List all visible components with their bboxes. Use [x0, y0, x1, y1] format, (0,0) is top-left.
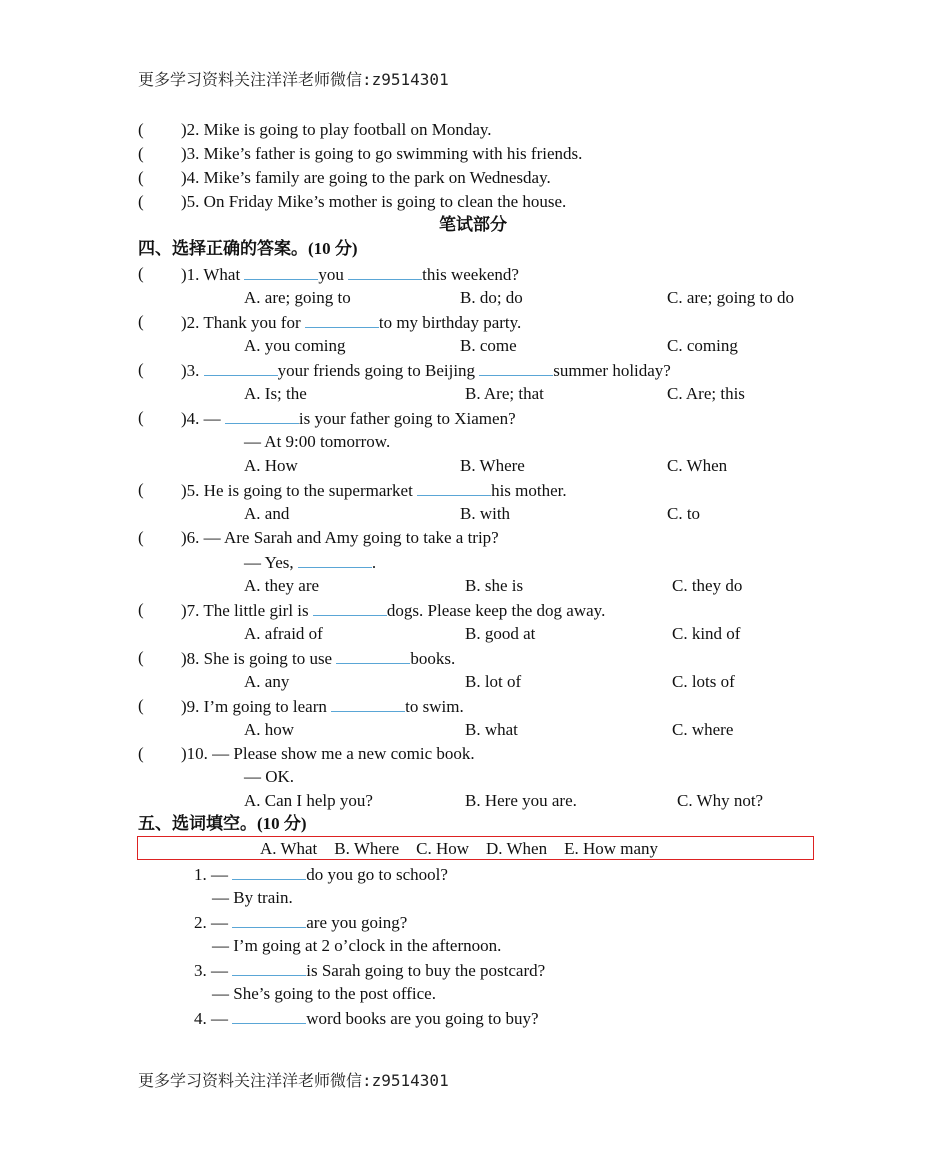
answer-blank[interactable] [305, 310, 379, 328]
paren: ( [138, 312, 144, 331]
listening-item [0, 166, 950, 190]
answer-blank[interactable] [232, 910, 306, 928]
question-text: you [318, 265, 349, 284]
question-row [0, 358, 950, 382]
fill-item [0, 910, 950, 934]
paren: ( [138, 408, 144, 427]
item-text: do you go to school? [306, 865, 448, 884]
answer-blank[interactable] [298, 550, 372, 568]
punctuation: . [371, 553, 377, 572]
option-c: C. are; going to do [667, 288, 795, 307]
answer-blank[interactable] [225, 406, 299, 424]
question-text: books. [410, 649, 456, 668]
answer-blank[interactable] [479, 358, 553, 376]
item-number: )5. [181, 192, 204, 211]
options-row [0, 574, 950, 598]
paren: ( [138, 744, 144, 763]
question-text: )9. I’m going to learn [181, 697, 332, 716]
option-c: C. Why not? [677, 791, 764, 810]
item-number: 1. — [194, 865, 233, 884]
question-row [0, 262, 950, 286]
answer-blank[interactable] [232, 862, 306, 880]
fill-item [0, 958, 950, 982]
option-a: A. Is; the [244, 384, 307, 403]
question-text: summer holiday? [553, 361, 671, 380]
question-row [0, 694, 950, 718]
question-text: )6. — Are Sarah and Amy going to take a trip? [181, 528, 499, 547]
question-row [0, 406, 950, 430]
question-text: )2. Thank you for [181, 313, 305, 332]
answer-blank[interactable] [348, 262, 422, 280]
option-c: C. where [672, 720, 734, 739]
option-c: C. coming [667, 336, 738, 355]
paren: ( [138, 648, 144, 667]
dialogue-reply: — At 9:00 tomorrow. [244, 432, 391, 451]
question-row [0, 598, 950, 622]
question-text: )5. He is going to the supermarket [181, 481, 418, 500]
option-a: A. How [244, 456, 298, 475]
option-b: B. good at [465, 624, 536, 643]
options-row [0, 454, 950, 478]
item-text: On Friday Mike’s mother is going to clean the house. [203, 192, 567, 211]
listening-item [0, 142, 950, 166]
page-footer: 更多学习资料关注洋洋老师微信:z9514301 [138, 1071, 449, 1090]
paren: ( [138, 144, 144, 163]
item-text: word books are you going to buy? [306, 1009, 539, 1028]
fill-item [0, 1006, 950, 1030]
page-header: 更多学习资料关注洋洋老师微信:z9514301 [138, 70, 449, 89]
item-number: )2. [181, 120, 204, 139]
question-text: )3. [181, 361, 204, 380]
item-number: 2. — [194, 913, 233, 932]
option-a: A. how [244, 720, 295, 739]
answer-blank[interactable] [331, 694, 405, 712]
item-text: is Sarah going to buy the postcard? [306, 961, 546, 980]
word-bank: A. What B. Where C. How D. When E. How many [260, 839, 659, 858]
paren: ( [138, 192, 144, 211]
options-row [0, 789, 950, 813]
question-text: )4. — [181, 409, 225, 428]
option-b: B. do; do [460, 288, 523, 307]
option-b: B. Where [460, 456, 525, 475]
question-text: )1. What [181, 265, 245, 284]
options-row [0, 502, 950, 526]
dialogue-reply: — I’m going at 2 o’clock in the afternoon. [212, 936, 502, 955]
option-c: C. kind of [672, 624, 741, 643]
question-text: )10. — Please show me a new comic book. [181, 744, 475, 763]
listening-item [0, 190, 950, 214]
question-text: is your father going to Xiamen? [298, 409, 516, 428]
question-text: dogs. Please keep the dog away. [386, 601, 606, 620]
question-row [0, 646, 950, 670]
fill-item [0, 862, 950, 886]
item-number: )4. [181, 168, 204, 187]
option-c: C. they do [672, 576, 743, 595]
option-b: B. she is [465, 576, 524, 595]
question-row [0, 526, 950, 550]
section5-title: 五、选词填空。(10 分) [138, 814, 307, 833]
option-c: C. lots of [672, 672, 735, 691]
paren: ( [138, 528, 144, 547]
dialogue-reply: — She’s going to the post office. [212, 984, 436, 1003]
option-b: B. what [465, 720, 518, 739]
question-text: his mother. [491, 481, 567, 500]
option-a: A. afraid of [244, 624, 323, 643]
option-c: C. Are; this [667, 384, 745, 403]
options-row [0, 718, 950, 742]
option-a: A. Can I help you? [244, 791, 373, 810]
question-row [0, 742, 950, 766]
written-part-title: 笔试部分 [439, 215, 507, 234]
option-a: A. and [244, 504, 290, 523]
option-a: A. any [244, 672, 290, 691]
answer-blank[interactable] [417, 478, 491, 496]
listening-item [0, 118, 950, 142]
question-text: to my birthday party. [378, 313, 522, 332]
options-row [0, 334, 950, 358]
dialogue-reply: — OK. [244, 767, 295, 786]
dialogue-reply: — By train. [212, 888, 293, 907]
paren: ( [138, 600, 144, 619]
item-number: 3. — [194, 961, 233, 980]
option-b: B. lot of [465, 672, 522, 691]
answer-blank[interactable] [313, 598, 387, 616]
item-number: 4. — [194, 1009, 233, 1028]
option-c: C. When [667, 456, 728, 475]
item-text: Mike’s father is going to go swimming with his friends. [203, 144, 583, 163]
question-text: your friends going to Beijing [277, 361, 480, 380]
section4-title: 四、选择正确的答案。(10 分) [138, 239, 358, 258]
answer-blank[interactable] [232, 1006, 306, 1024]
option-b: B. Here you are. [465, 791, 577, 810]
option-b: B. with [460, 504, 511, 523]
dialogue-reply: — Yes, [244, 553, 298, 572]
option-c: C. to [667, 504, 701, 523]
answer-blank[interactable] [204, 358, 278, 376]
question-text: )7. The little girl is [181, 601, 313, 620]
item-text: Mike’s family are going to the park on Wednesday. [203, 168, 551, 187]
options-row [0, 670, 950, 694]
item-text: are you going? [306, 913, 408, 932]
option-a: A. are; going to [244, 288, 351, 307]
paren: ( [138, 696, 144, 715]
answer-blank[interactable] [232, 958, 306, 976]
option-a: A. they are [244, 576, 320, 595]
options-row [0, 382, 950, 406]
item-text: Mike is going to play football on Monday. [203, 120, 492, 139]
question-row [0, 478, 950, 502]
item-number: )3. [181, 144, 204, 163]
options-row [0, 622, 950, 646]
paren: ( [138, 168, 144, 187]
question-row [0, 310, 950, 334]
option-b: B. come [460, 336, 517, 355]
paren: ( [138, 360, 144, 379]
paren: ( [138, 480, 144, 499]
question-text: )8. She is going to use [181, 649, 337, 668]
paren: ( [138, 120, 144, 139]
answer-blank[interactable] [336, 646, 410, 664]
paren: ( [138, 264, 144, 283]
question-text: this weekend? [422, 265, 519, 284]
answer-blank[interactable] [244, 262, 318, 280]
option-a: A. you coming [244, 336, 346, 355]
options-row [0, 286, 950, 310]
option-b: B. Are; that [465, 384, 544, 403]
question-text: to swim. [405, 697, 464, 716]
